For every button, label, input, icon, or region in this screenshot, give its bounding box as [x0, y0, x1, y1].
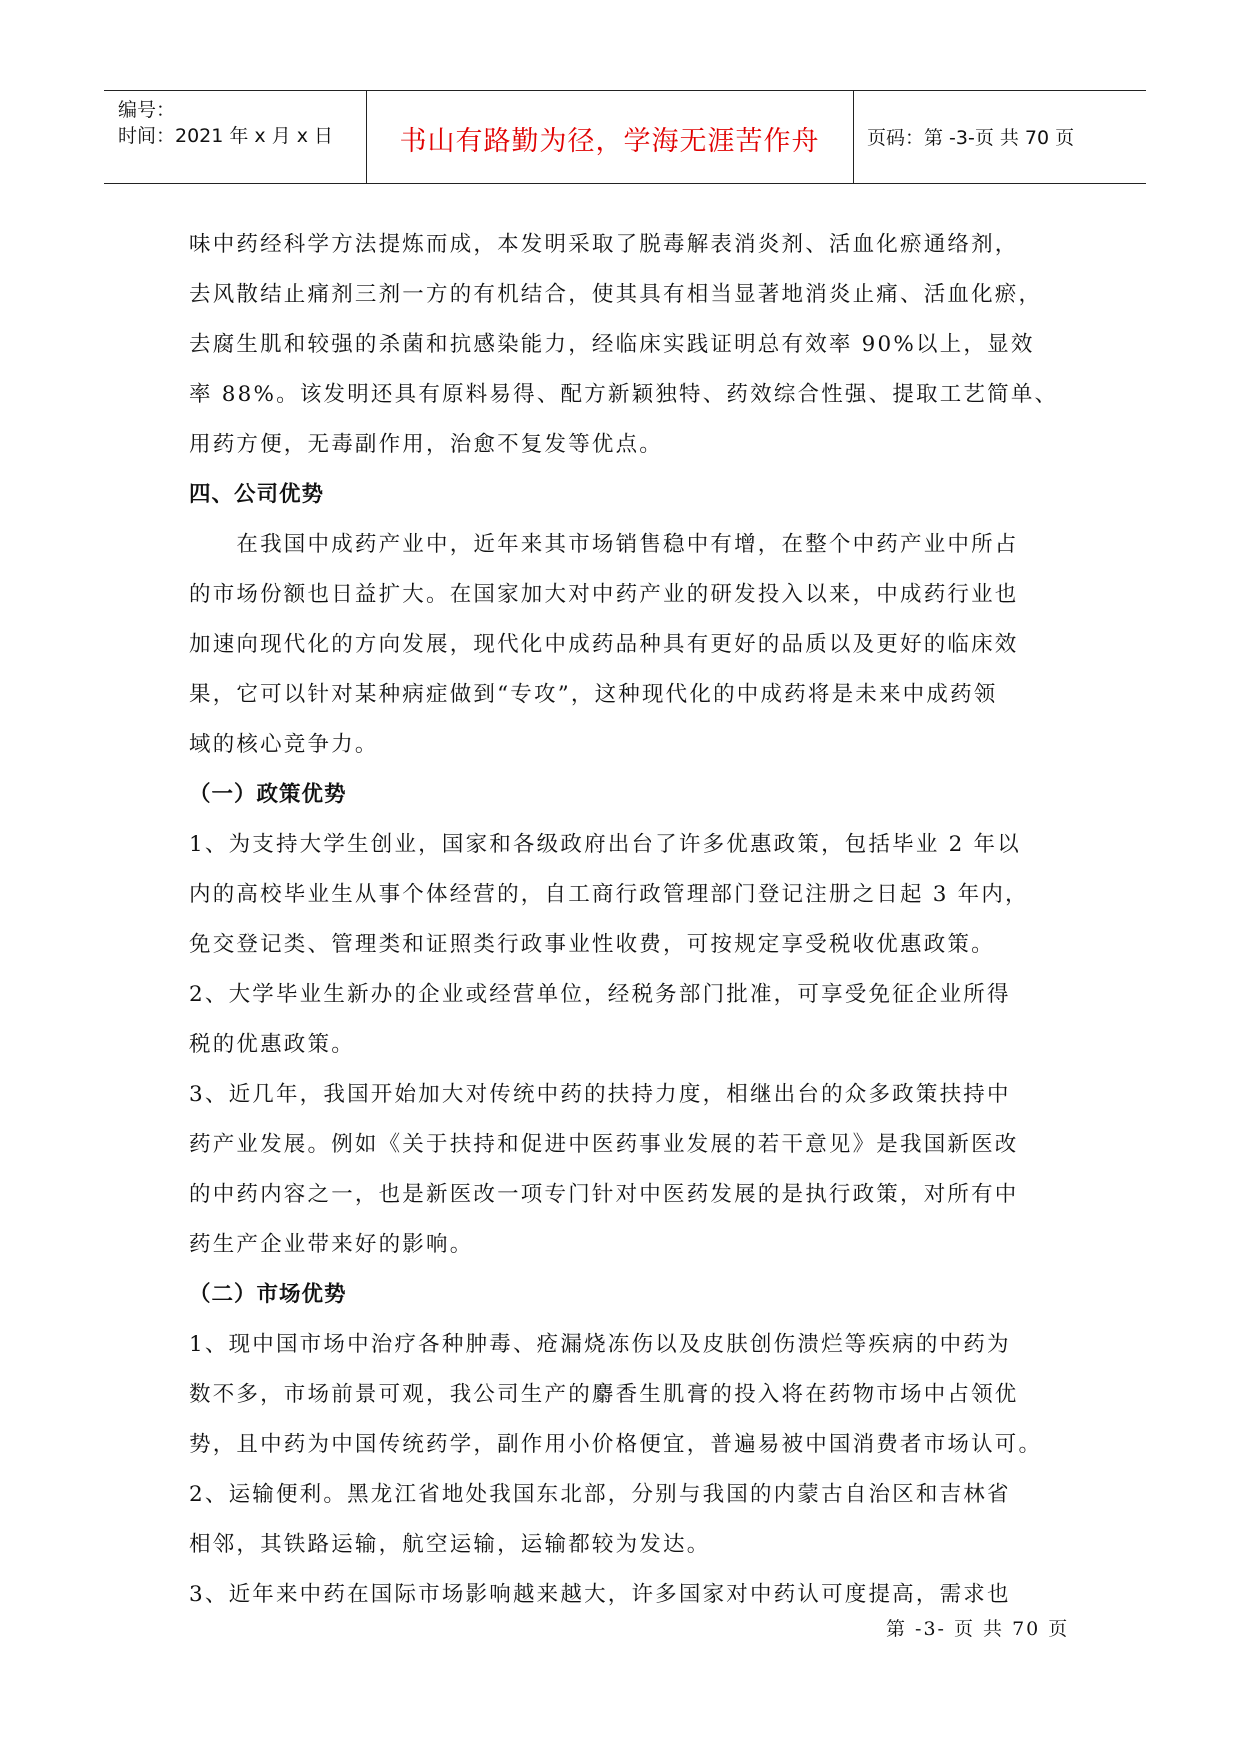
paragraph-line: 1、为支持大学生创业，国家和各级政府出台了许多优惠政策，包括毕业 2 年以: [189, 832, 1021, 857]
header-info-cell: [104, 91, 367, 183]
header-motto: 书山有路勤为径，学海无涯苦作舟: [399, 126, 820, 157]
paragraph-line: 药生产企业带来好的影响。: [189, 1232, 474, 1257]
paragraph-line: 率 88%。该发明还具有原料易得、配方新颖独特、药效综合性强、提取工艺简单、: [189, 382, 1059, 407]
page-footer: 第 -3- 页 共 70 页: [886, 1618, 1070, 1640]
paragraph-line: 域的核心竞争力。: [189, 732, 379, 757]
paragraph-line: 势，且中药为中国传统药学，副作用小价格便宜，普遍易被中国消费者市场认可。: [189, 1432, 1043, 1457]
paragraph-line: 3、近年来中药在国际市场影响越来越大，许多国家对中药认可度提高，需求也: [189, 1582, 1011, 1607]
paragraph-line: 用药方便，无毒副作用，治愈不复发等优点。: [189, 432, 664, 457]
paragraph-line: 药产业发展。例如《关于扶持和促进中医药事业发展的若干意见》是我国新医改: [189, 1132, 1019, 1157]
paragraph-line: 去风散结止痛剂三剂一方的有机结合，使其具有相当显著地消炎止痛、活血化瘀，: [189, 282, 1043, 307]
document-time-label: 时间：2021 年 x 月 x 日: [118, 125, 334, 147]
paragraph-line: 果，它可以针对某种病症做到“专攻”，这种现代化的中成药将是未来中成药领: [189, 682, 998, 707]
header-page-code: 页码：第 -3-页 共 70 页: [867, 127, 1075, 149]
paragraph-line: 2、大学毕业生新办的企业或经营单位，经税务部门批准，可享受免征企业所得: [189, 982, 1011, 1007]
paragraph-line: 免交登记类、管理类和证照类行政事业性收费，可按规定享受税收优惠政策。: [189, 932, 995, 957]
paragraph-line: 的市场份额也日益扩大。在国家加大对中药产业的研发投入以来，中成药行业也: [189, 582, 1019, 607]
section-heading: （一）政策优势: [189, 782, 347, 807]
paragraph-line: 相邻，其铁路运输，航空运输，运输都较为发达。: [189, 1532, 711, 1557]
paragraph-line: 税的优惠政策。: [189, 1032, 355, 1057]
document-number-label: 编号：: [118, 99, 176, 121]
paragraph-line: 2、运输便利。黑龙江省地处我国东北部，分别与我国的内蒙古自治区和吉林省: [189, 1482, 1011, 1507]
paragraph-line: 数不多，市场前景可观，我公司生产的麝香生肌膏的投入将在药物市场中占领优: [189, 1382, 1019, 1407]
page-header: [104, 90, 1146, 184]
paragraph-line: 3、近几年，我国开始加大对传统中药的扶持力度，相继出台的众多政策扶持中: [189, 1082, 1011, 1107]
header-motto-cell: [366, 91, 854, 183]
document-body: [189, 220, 1059, 1620]
section-heading: （二）市场优势: [189, 1282, 347, 1307]
header-page-cell: [853, 91, 1146, 183]
paragraph-line: 去腐生肌和较强的杀菌和抗感染能力，经临床实践证明总有效率 90%以上，显效: [189, 332, 1035, 357]
paragraph-line: 内的高校毕业生从事个体经营的，自工商行政管理部门登记注册之日起 3 年内，: [189, 882, 1029, 907]
paragraph-line: 加速向现代化的方向发展，现代化中成药品种具有更好的品质以及更好的临床效: [189, 632, 1019, 657]
section-heading: 四、公司优势: [189, 482, 325, 507]
paragraph-line: 的中药内容之一，也是新医改一项专门针对中医药发展的是执行政策，对所有中: [189, 1182, 1019, 1207]
paragraph-line: 1、现中国市场中治疗各种肿毒、疮漏烧冻伤以及皮肤创伤溃烂等疾病的中药为: [189, 1332, 1011, 1357]
paragraph-line: 在我国中成药产业中，近年来其市场销售稳中有增，在整个中药产业中所占: [189, 532, 1019, 557]
paragraph-line: 味中药经科学方法提炼而成，本发明采取了脱毒解表消炎剂、活血化瘀通络剂，: [189, 232, 1019, 257]
